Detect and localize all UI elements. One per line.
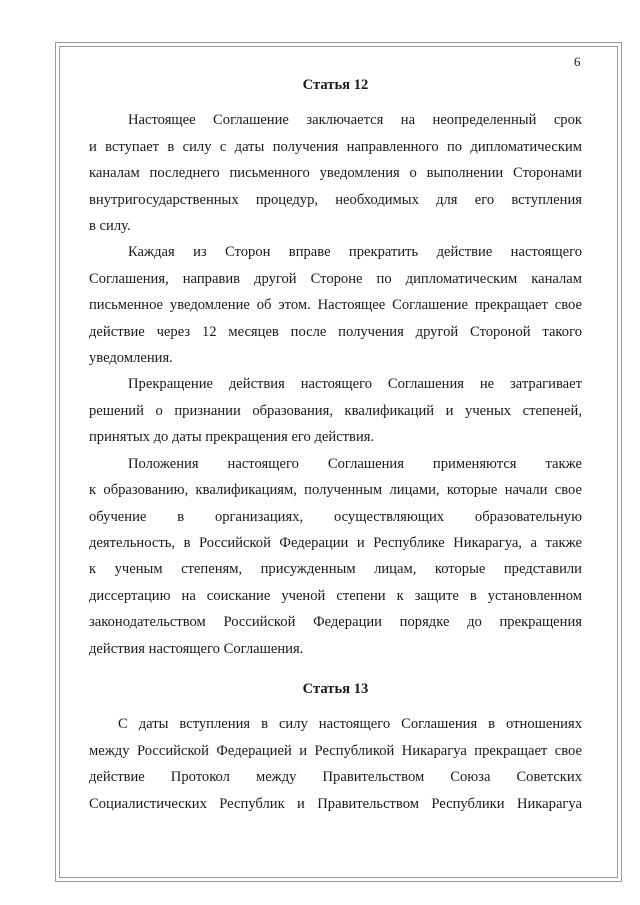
- article-12-title: Статья 12: [302, 77, 369, 93]
- text-line: к образованию, квалификациям, полученным лицами, которые начали свое: [89, 482, 582, 499]
- text-line: письменное уведомление об этом. Настоящее Соглашение прекращает свое: [89, 297, 582, 314]
- text-line: действие через 12 месяцев после получения другой Стороной такого: [89, 323, 582, 340]
- text-line: к ученым степеням, присужденным лицам, которые представили: [89, 561, 582, 578]
- article-12-paragraph-2: [89, 239, 582, 371]
- text-line: диссертацию на соискание ученой степени к защите в установленном: [89, 587, 582, 604]
- text-line: внутригосударственных процедур, необходимых для его вступления: [89, 191, 582, 208]
- text-line: между Российской Федерацией и Республикой Никарагуа прекращает свое: [89, 742, 582, 759]
- text-line: Каждая из Сторон вправе прекратить действие настоящего: [128, 244, 582, 261]
- text-line: обучение в организациях, осуществляющих образовательную: [89, 508, 582, 525]
- page-number: 6: [574, 54, 581, 69]
- text-line: С даты вступления в силу настоящего Соглашения в отношениях: [118, 716, 582, 733]
- text-line: Соглашения, направив другой Стороне по дипломатическим каналам: [89, 270, 582, 287]
- text-line: и вступает в силу с даты получения направленного по дипломатическим: [89, 138, 582, 155]
- article-12-paragraph-3: [89, 371, 582, 450]
- article-13-title: Статья 13: [302, 680, 369, 697]
- text-line: Прекращение действия настоящего Соглашения не затрагивает: [128, 376, 582, 393]
- text-line: законодательством Российской Федерации порядке до прекращения: [89, 614, 582, 631]
- text-line: принятых до даты прекращения его действия.: [89, 429, 375, 446]
- article-13-paragraph-1: [89, 711, 582, 817]
- text-line: Положения настоящего Соглашения применяются также: [128, 455, 582, 472]
- text-line: в силу.: [89, 218, 131, 235]
- article-12-paragraph-1: [89, 107, 582, 239]
- text-line: действия настоящего Соглашения.: [89, 640, 304, 657]
- text-line: Настоящее Соглашение заключается на неопределенный срок: [128, 112, 582, 129]
- text-line: каналам последнего письменного уведомления о выполнении Сторонами: [89, 165, 582, 182]
- document-body: [89, 72, 582, 817]
- article-12-paragraph-4: [89, 451, 582, 662]
- text-line: деятельность, в Российской Федерации и Республике Никарагуа, а также: [89, 534, 582, 551]
- text-line: решений о признании образования, квалификаций и ученых степеней,: [89, 402, 582, 419]
- text-line: действие Протокол между Правительством Союза Советских: [89, 769, 582, 786]
- text-line: уведомления.: [89, 350, 173, 367]
- text-line: Социалистических Республик и Правительством Республики Никарагуа: [89, 795, 582, 812]
